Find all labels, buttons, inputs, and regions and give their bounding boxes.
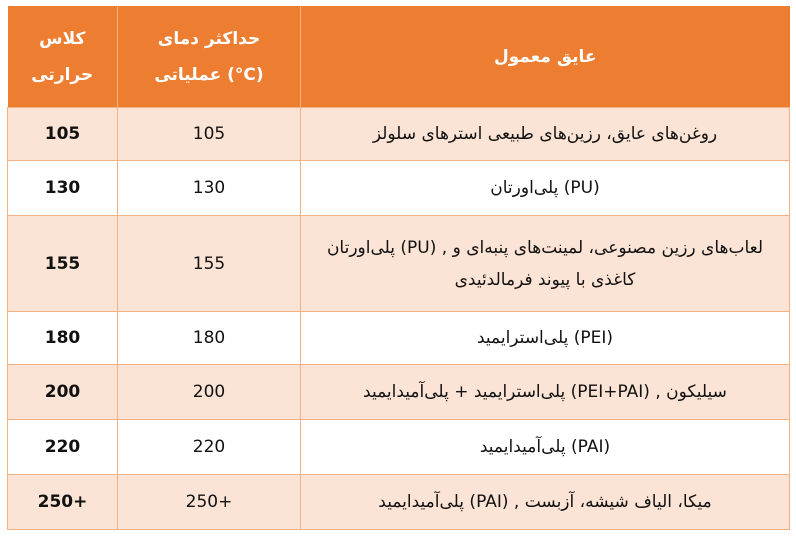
cell-temp: 155 [118,216,301,312]
cell-class: 130 [8,161,118,216]
table-row [8,312,790,365]
cell-insulation: (PAI) پلی‌آمیدایمید [301,420,790,475]
cell-class: 180 [8,312,118,365]
cell-insulation: سیلیكون , (PEI+PAI) پلی‌استرایمید + پلی‌آمیدایمید [301,365,790,420]
cell-class: 220 [8,420,118,475]
table-header-row [8,6,790,108]
table-row [8,161,790,216]
cell-temp: 220 [118,420,301,475]
header-thermal-class: كلاس حرارتی [8,6,118,108]
cell-insulation: میكا، الیاف شیشه، آزبست , (PAI) پلی‌آمیدایمید [301,475,790,530]
table-row [8,365,790,420]
cell-class: 155 [8,216,118,312]
thermal-class-table-container [7,6,789,530]
cell-temp: 200 [118,365,301,420]
table-row [8,108,790,161]
header-common-insulation: عایق معمول [301,6,790,108]
cell-insulation: (PU) پلی‌اورتان [301,161,790,216]
cell-insulation: روغن‌های عایق، رزین‌های طبیعی استرهای سلولز [301,108,790,161]
cell-class: 200 [8,365,118,420]
cell-temp: 180 [118,312,301,365]
table-row [8,475,790,530]
cell-temp: 105 [118,108,301,161]
cell-insulation: لعاب‌های رزین مصنوعی، لمینت‌های پنبه‌ای و , (PU) پلی‌اورتان كاغذی با پیوند فرمالدئیدی [301,216,790,312]
cell-temp: 130 [118,161,301,216]
table-row [8,420,790,475]
table-row [8,216,790,312]
cell-class: 250+ [8,475,118,530]
cell-temp: 250+ [118,475,301,530]
cell-insulation: (PEI) پلی‌استرایمید [301,312,790,365]
thermal-class-table [7,6,790,530]
header-max-temp: حداكثر دمای عملیاتی (°C) [118,6,301,108]
cell-class: 105 [8,108,118,161]
